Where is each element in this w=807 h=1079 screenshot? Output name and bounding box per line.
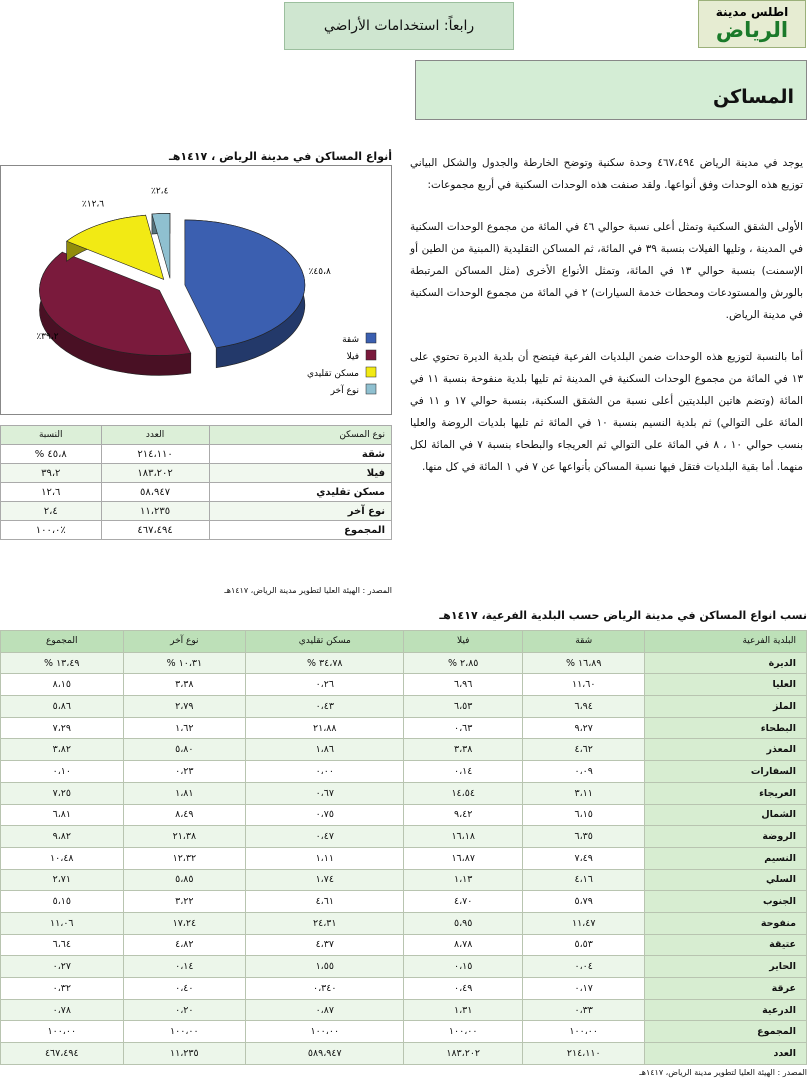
row-label: مسكن تقليدي bbox=[209, 483, 391, 502]
cell: ١١،٢٣٥ bbox=[123, 1043, 246, 1065]
cell: ٠،٦٣ bbox=[404, 717, 523, 739]
section-header: رابعاً: استخدامات الأراضي bbox=[284, 2, 514, 50]
municipality-name: العليا bbox=[645, 674, 807, 696]
table-row bbox=[1, 739, 807, 761]
cell: ١،٥٥ bbox=[246, 956, 404, 978]
cell: ٥٨٩،٩٤٧ bbox=[246, 1043, 404, 1065]
legend-swatch bbox=[366, 367, 376, 377]
cell: ٢،٧١ bbox=[1, 869, 124, 891]
cell: ٣،٣٨ bbox=[404, 739, 523, 761]
municipality-table bbox=[0, 630, 807, 1065]
cell: ١٢،٣٢ bbox=[123, 847, 246, 869]
cell: ٠،١٥ bbox=[404, 956, 523, 978]
municipality-name: الدرعية bbox=[645, 999, 807, 1021]
table-row bbox=[1, 826, 807, 848]
cell: ٤،٣٧ bbox=[246, 934, 404, 956]
cell: ١،٨١ bbox=[123, 782, 246, 804]
cell: ٦،٣٥ bbox=[522, 826, 645, 848]
cell: ٦،١٥ bbox=[522, 804, 645, 826]
cell: ١٠٠،٠٠ bbox=[123, 1021, 246, 1043]
paragraph-1: يوجد في مدينة الرياض ٤٦٧،٤٩٤ وحدة سكنية وتوضح الخارطة والجدول والشكل البياني توزيع هذه الوحدات وفق أنواعها. ولقد صنفت هذه الوحدات السكنية في أربع مجموعات: bbox=[410, 157, 803, 191]
municipality-name: عرقة bbox=[645, 978, 807, 1000]
cell: ١٠٠،٠٠ bbox=[246, 1021, 404, 1043]
table-row bbox=[1, 717, 807, 739]
table-row bbox=[1, 978, 807, 1000]
cell: ١٠٠،٠٠ bbox=[404, 1021, 523, 1043]
cell: ١٠٠،٠٠ bbox=[522, 1021, 645, 1043]
municipality-name: المعذر bbox=[645, 739, 807, 761]
cell: ١١،٤٧ bbox=[522, 912, 645, 934]
table-row bbox=[1, 1021, 807, 1043]
cell: ٠،٧٥ bbox=[246, 804, 404, 826]
table-row bbox=[1, 674, 807, 696]
legend-label: فيلا bbox=[346, 352, 359, 362]
cell: ٠،١٤ bbox=[123, 956, 246, 978]
cell: ٠،١٧ bbox=[522, 978, 645, 1000]
municipality-name: منفوحة bbox=[645, 912, 807, 934]
cell: ٣،٣٨ bbox=[123, 674, 246, 696]
cell: ٪١٠٠،٠ bbox=[1, 521, 102, 540]
cell: ٦،٦٤ bbox=[1, 934, 124, 956]
cell: ٧،٢٥ bbox=[1, 782, 124, 804]
cell: ١٨٣،٢٠٢ bbox=[101, 464, 209, 483]
cell: ٤٦٧،٤٩٤ bbox=[1, 1043, 124, 1065]
municipality-name: الحاير bbox=[645, 956, 807, 978]
cell: ١،١١ bbox=[246, 847, 404, 869]
cell: ٥،٨٠ bbox=[123, 739, 246, 761]
cell: ٢١،٨٨ bbox=[246, 717, 404, 739]
cell: ٠،٢٠ bbox=[123, 999, 246, 1021]
cell: ٠،٨٧ bbox=[246, 999, 404, 1021]
municipality-name: السفارات bbox=[645, 761, 807, 783]
table2-title: نسب انواع المساكن في مدينة الرياض حسب البلدية الفرعية، ١٤١٧هـ bbox=[439, 609, 807, 622]
cell: ٦،٩٤ bbox=[522, 696, 645, 718]
cell: ١،١٣ bbox=[404, 869, 523, 891]
cell: ٥،٩٥ bbox=[404, 912, 523, 934]
table2-header: فيلا bbox=[404, 631, 523, 653]
paragraph-2: الأولى الشقق السكنية وتمثل أعلى نسبة حوالي ٤٦ في المائة من مجموع الوحدات السكنية في المدينة ، وتليها الفيلات بنسبة ٣٩ في المائة، ثم المساكن التقليدية (المبنية من الطين أو الإسمنت) بنسبة حوالي ١٣ في المائة، وتمثل الأنواع الأخرى (مثل المساكن المرتبطة بالورش والمستودعات ومحطات خدمة السيارات) ٢ في المائة من مجموع الوحدات السكنية في مدينة الرياض. bbox=[410, 221, 804, 321]
table2-source: المصدر : الهيئة العليا لتطوير مدينة الرياض، ١٤١٧هـ bbox=[639, 1068, 807, 1077]
municipality-name: النسيم bbox=[645, 847, 807, 869]
cell: ٠،٤٣ bbox=[246, 696, 404, 718]
cell: ٢،٤ bbox=[1, 502, 102, 521]
cell: ٢٤،٣١ bbox=[246, 912, 404, 934]
pie-chart bbox=[1, 166, 391, 414]
row-label: المجموع bbox=[209, 521, 391, 540]
logo-line2: الرياض bbox=[715, 18, 789, 42]
cell: ٠،٠٠ bbox=[246, 761, 404, 783]
cell: ٤٦٧،٤٩٤ bbox=[101, 521, 209, 540]
table-row bbox=[1, 521, 392, 540]
table-row bbox=[1, 761, 807, 783]
cell: ١٦،٨٧ bbox=[404, 847, 523, 869]
cell: ٢١٤،١١٠ bbox=[522, 1043, 645, 1065]
table2-header: المجموع bbox=[1, 631, 124, 653]
cell: ٧،٤٩ bbox=[522, 847, 645, 869]
cell: ١١،٦٠ bbox=[522, 674, 645, 696]
body-text bbox=[410, 152, 803, 498]
cell: ١،٣١ bbox=[404, 999, 523, 1021]
cell: ٤،١٦ bbox=[522, 869, 645, 891]
cell: ١٦،١٨ bbox=[404, 826, 523, 848]
legend-swatch bbox=[366, 384, 376, 394]
cell: ٥،٨٦ bbox=[1, 696, 124, 718]
legend-label: شقة bbox=[342, 335, 359, 345]
table1-header: نوع المسكن bbox=[209, 426, 391, 445]
table-row bbox=[1, 999, 807, 1021]
cell: ٠،٢٧ bbox=[1, 956, 124, 978]
table-row bbox=[1, 869, 807, 891]
cell: ١٠٠،٠٠ bbox=[1, 1021, 124, 1043]
municipality-name: الجنوب bbox=[645, 891, 807, 913]
cell: ٣٩،٢ bbox=[1, 464, 102, 483]
cell: ٢١٤،١١٠ bbox=[101, 445, 209, 464]
municipality-name: السلي bbox=[645, 869, 807, 891]
table-row bbox=[1, 1043, 807, 1065]
pie-data-label: ٪٢،٤ bbox=[150, 186, 169, 197]
row-label: شقة bbox=[209, 445, 391, 464]
cell: ٠،٣٣ bbox=[522, 999, 645, 1021]
cell: ٠،٢٦ bbox=[246, 674, 404, 696]
cell: ١٤،٥٤ bbox=[404, 782, 523, 804]
pie-data-label: ٪١٢،٦ bbox=[81, 199, 105, 210]
municipality-name: العدد bbox=[645, 1043, 807, 1065]
chart-title: أنواع المساكن في مدينة الرياض ، ١٤١٧هـ bbox=[169, 150, 392, 163]
table-row bbox=[1, 464, 392, 483]
cell: ٠،٠٤ bbox=[522, 956, 645, 978]
cell: ١٠،٣١ % bbox=[123, 652, 246, 674]
cell: ٦،٨١ bbox=[1, 804, 124, 826]
pie-data-label: ٪٤٥،٨ bbox=[308, 266, 331, 277]
cell: ٣،١١ bbox=[522, 782, 645, 804]
table1-source: المصدر : الهيئة العليا لتطوير مدينة الرياض، ١٤١٧هـ bbox=[224, 586, 392, 595]
cell: ٠،٧٨ bbox=[1, 999, 124, 1021]
cell: ٥٨،٩٤٧ bbox=[101, 483, 209, 502]
table-row bbox=[1, 502, 392, 521]
cell: ٢،٧٩ bbox=[123, 696, 246, 718]
legend-label: مسكن تقليدي bbox=[306, 369, 359, 379]
cell: ٥،٥٣ bbox=[522, 934, 645, 956]
cell: ٨،١٥ bbox=[1, 674, 124, 696]
table-row bbox=[1, 483, 392, 502]
cell: ٤،٦١ bbox=[246, 891, 404, 913]
table2-header: نوع آخر bbox=[123, 631, 246, 653]
table1-header: العدد bbox=[101, 426, 209, 445]
cell: ٠،١٠ bbox=[1, 761, 124, 783]
cell: ٦،٥٣ bbox=[404, 696, 523, 718]
cell: ١٠،٤٨ bbox=[1, 847, 124, 869]
cell: ١١،٠٦ bbox=[1, 912, 124, 934]
municipality-name: الديرة bbox=[645, 652, 807, 674]
logo-line1: اطلس مدينة bbox=[715, 5, 789, 19]
cell: ٤،٨٢ bbox=[123, 934, 246, 956]
table2-header: شقة bbox=[522, 631, 645, 653]
table-row bbox=[1, 782, 807, 804]
municipality-name: البطحاء bbox=[645, 717, 807, 739]
cell: ١١،٢٣٥ bbox=[101, 502, 209, 521]
cell: ٢١،٣٨ bbox=[123, 826, 246, 848]
table-row bbox=[1, 804, 807, 826]
cell: ٩،٢٧ bbox=[522, 717, 645, 739]
legend-swatch bbox=[366, 333, 376, 343]
municipality-name: المجموع bbox=[645, 1021, 807, 1043]
cell: ١٧،٢٤ bbox=[123, 912, 246, 934]
cell: ٠،٤٧ bbox=[246, 826, 404, 848]
cell: ١٦،٨٩ % bbox=[522, 652, 645, 674]
cell: ٣٤،٧٨ % bbox=[246, 652, 404, 674]
cell: ٤،٧٠ bbox=[404, 891, 523, 913]
cell: ٣،٨٢ bbox=[1, 739, 124, 761]
cell: ٢،٨٥ % bbox=[404, 652, 523, 674]
table-row bbox=[1, 847, 807, 869]
page-title: المساكن bbox=[415, 60, 807, 120]
row-label: فيلا bbox=[209, 464, 391, 483]
cell: ١،٦٢ bbox=[123, 717, 246, 739]
legend-label: نوع آخر bbox=[330, 386, 359, 396]
cell: ٦،٩٦ bbox=[404, 674, 523, 696]
cell: ١٢،٦ bbox=[1, 483, 102, 502]
cell: ٠،٣٤٠ bbox=[246, 978, 404, 1000]
table-row bbox=[1, 956, 807, 978]
municipality-name: العريجاء bbox=[645, 782, 807, 804]
cell: ٠،٤٩ bbox=[404, 978, 523, 1000]
cell: ٠،٦٧ bbox=[246, 782, 404, 804]
cell: ٥،٧٩ bbox=[522, 891, 645, 913]
municipality-name: الملز bbox=[645, 696, 807, 718]
municipality-name: عتيقة bbox=[645, 934, 807, 956]
cell: ١٣،٤٩ % bbox=[1, 652, 124, 674]
cell: ٥،١٥ bbox=[1, 891, 124, 913]
municipality-name: الشمال bbox=[645, 804, 807, 826]
table-row bbox=[1, 445, 392, 464]
paragraph-3: أما بالنسبة لتوزيع هذه الوحدات ضمن البلديات الفرعية فيتضح أن بلدية الديرة تحتوي على ١٣ في المائة من مجموع الوحدات السكنية في المدينة ثم تليها بلدية منفوحة بنسبة ١١ في المائة (وتضم هاتين البلديتين أعلى نسبة من الشقق السكنية، بنسبة حوالي ١٧ و ١١ في المائة على التوالي) ثم بلدية النسيم بنسبة ١٠ في المائة ثم تليها بلديات الروضة والعليا بنسب حوالي ١٠ ، ٨ في المائة على التوالي ثم العريجاء والبطحاء بنسبة ٧ في المائة لكل منهما. أما بقية البلديات فتقل فيها نسبة المساكن بأنواعها عن ٧ في ١ المائة في كل منها. bbox=[410, 351, 804, 473]
cell: ٠،٤٠ bbox=[123, 978, 246, 1000]
municipality-name: الروضة bbox=[645, 826, 807, 848]
housing-types-table bbox=[0, 425, 392, 540]
cell: ١،٧٤ bbox=[246, 869, 404, 891]
table-row bbox=[1, 912, 807, 934]
table2-header: البلدية الفرعية bbox=[645, 631, 807, 653]
cell: ٩،٨٢ bbox=[1, 826, 124, 848]
cell: ٨،٧٨ bbox=[404, 934, 523, 956]
atlas-logo bbox=[698, 0, 806, 48]
cell: ٠،٢٣ bbox=[123, 761, 246, 783]
table-row bbox=[1, 891, 807, 913]
cell: ٨،٤٩ bbox=[123, 804, 246, 826]
cell: ٤٥،٨ % bbox=[1, 445, 102, 464]
cell: ١٨٣،٢٠٢ bbox=[404, 1043, 523, 1065]
cell: ٩،٤٢ bbox=[404, 804, 523, 826]
cell: ٥،٨٥ bbox=[123, 869, 246, 891]
table-row bbox=[1, 652, 807, 674]
cell: ٠،٣٢ bbox=[1, 978, 124, 1000]
cell: ٤،٦٢ bbox=[522, 739, 645, 761]
cell: ٧،٢٩ bbox=[1, 717, 124, 739]
chart-frame bbox=[0, 165, 392, 415]
cell: ٠،٠٩ bbox=[522, 761, 645, 783]
cell: ٣،٢٢ bbox=[123, 891, 246, 913]
table-row bbox=[1, 696, 807, 718]
pie-data-label: ٪٣٩،٢ bbox=[36, 331, 59, 342]
table1-header: النسبة bbox=[1, 426, 102, 445]
table2-header: مسكن تقليدي bbox=[246, 631, 404, 653]
table-row bbox=[1, 934, 807, 956]
cell: ١،٨٦ bbox=[246, 739, 404, 761]
row-label: نوع آخر bbox=[209, 502, 391, 521]
cell: ٠،١٤ bbox=[404, 761, 523, 783]
legend-swatch bbox=[366, 350, 376, 360]
